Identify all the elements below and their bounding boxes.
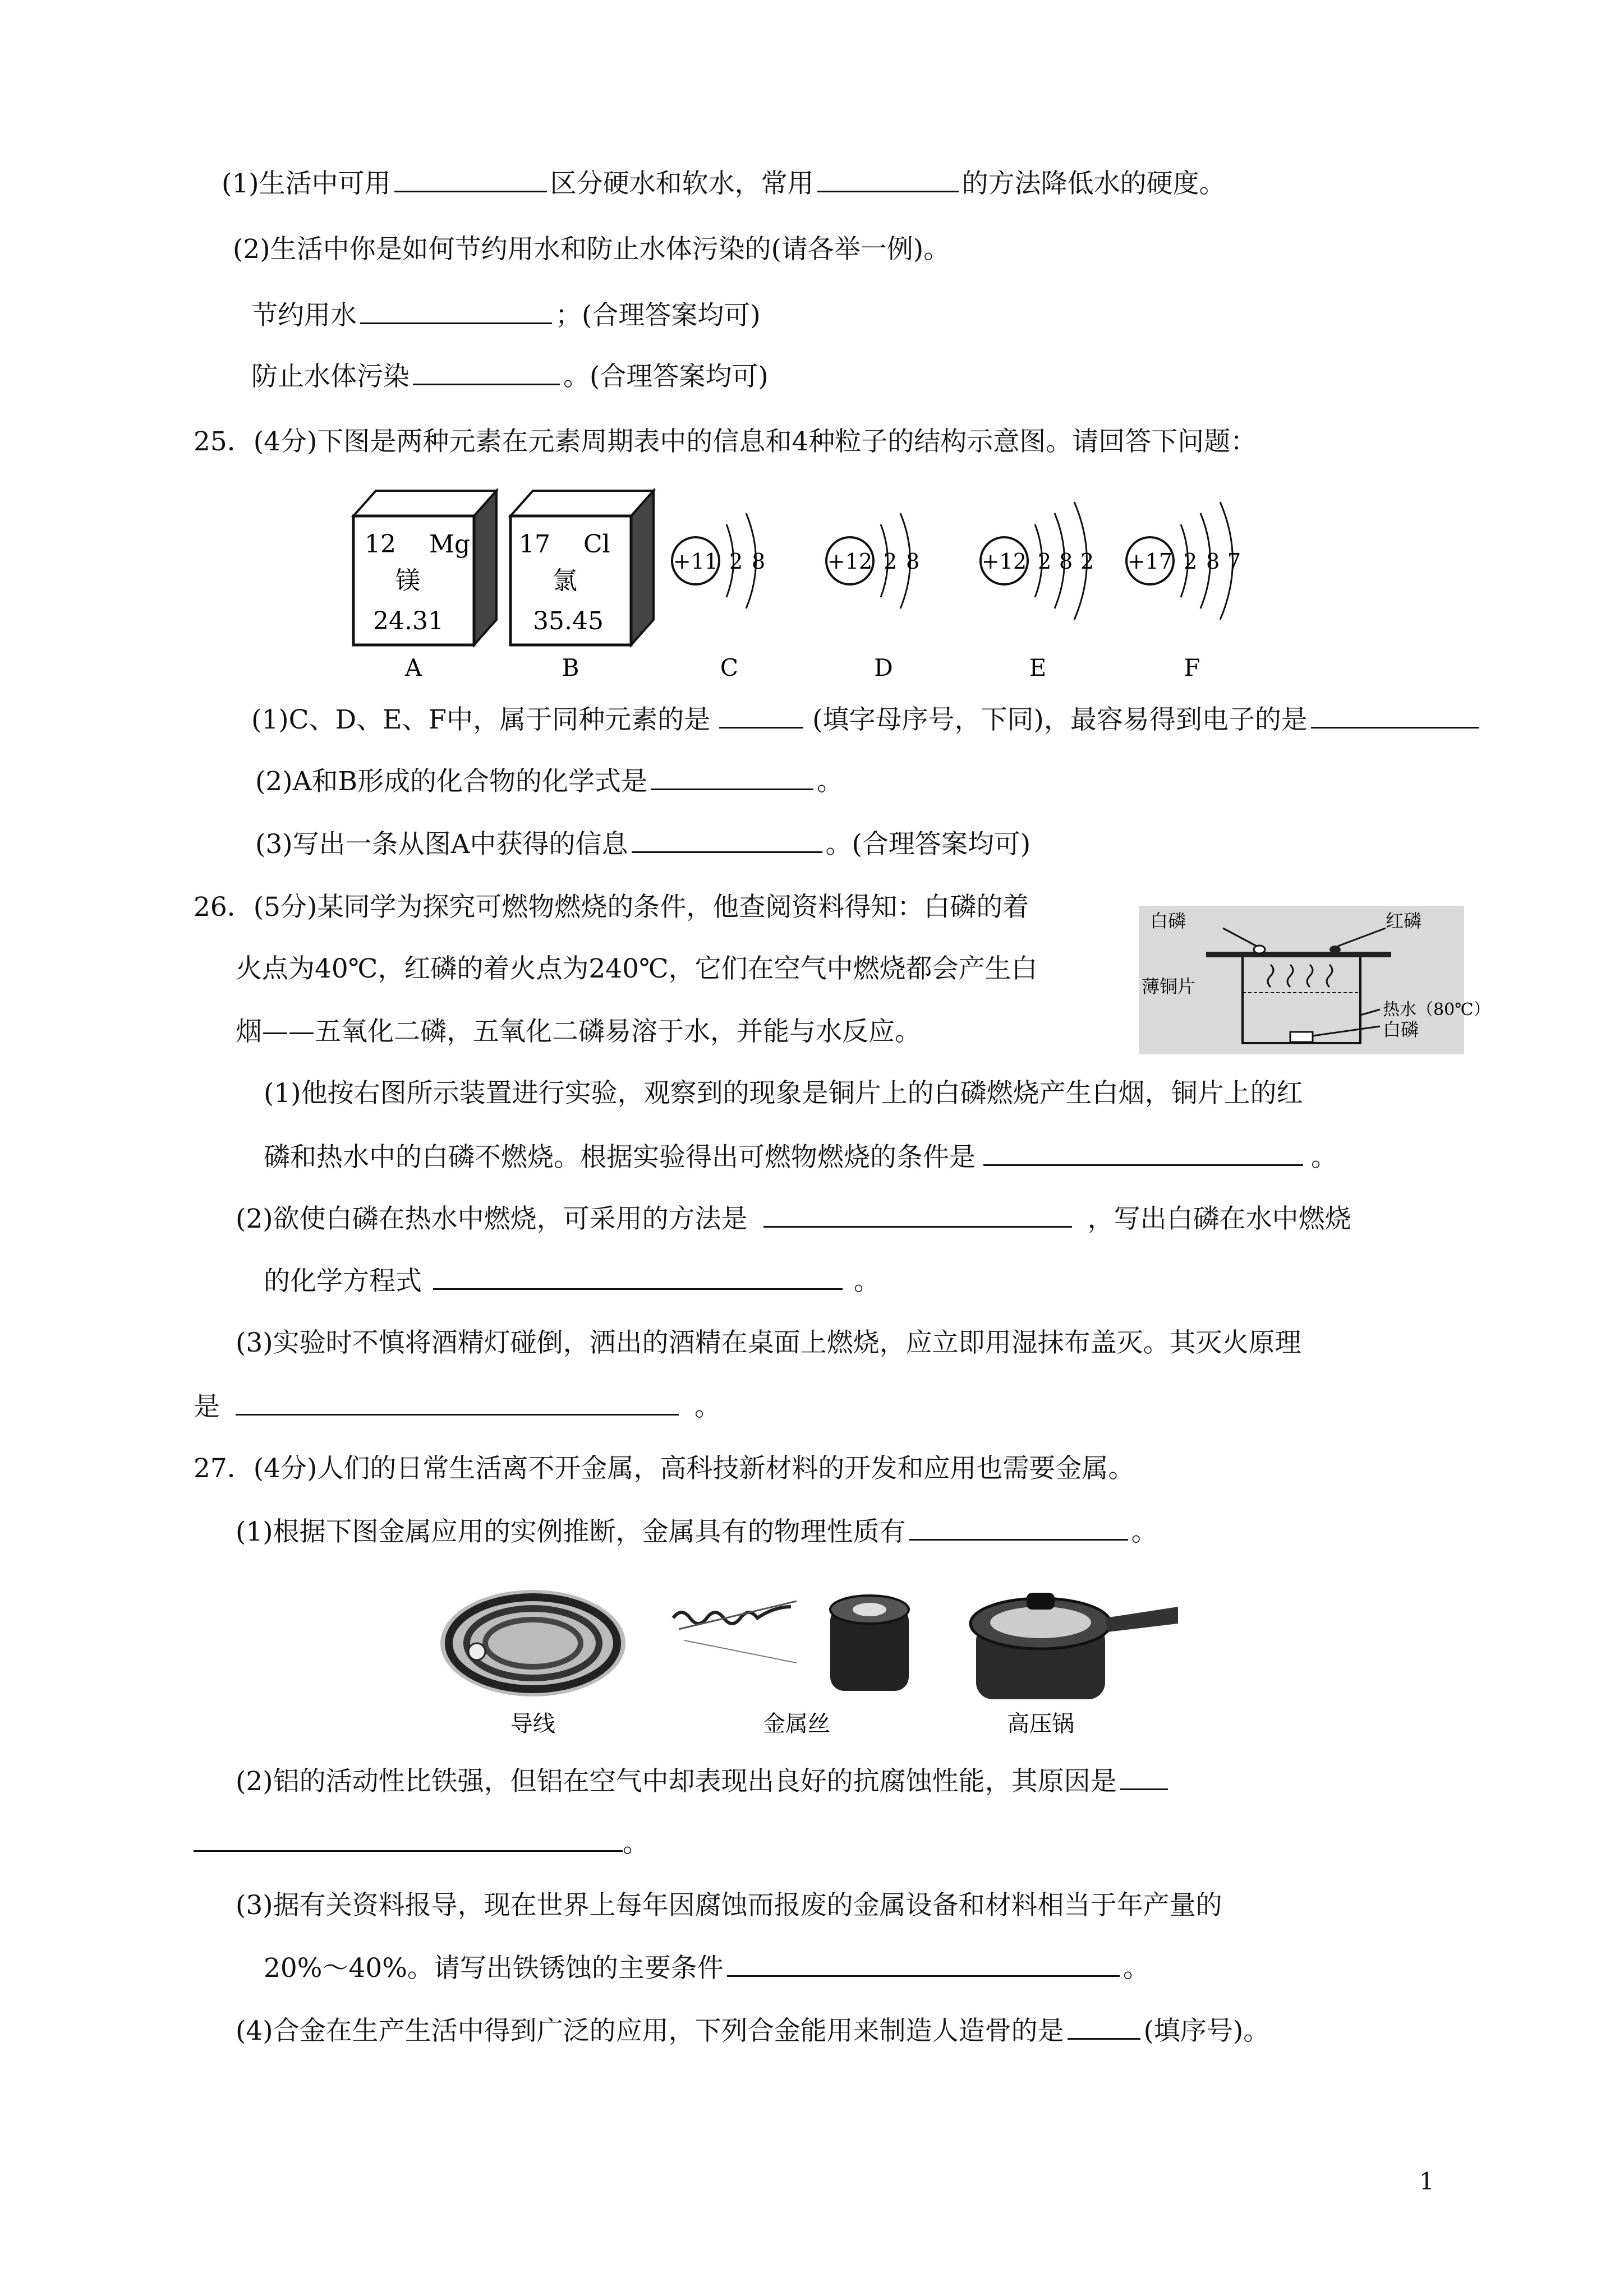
svg-text:2: 2 [1080, 549, 1094, 574]
atom-diagram-e [981, 502, 1094, 620]
answer-blank[interactable] [651, 764, 813, 790]
svg-text:7: 7 [1227, 549, 1241, 574]
q26-stem-line2: 火点为40℃，红磷的着火点为240℃，它们在空气中燃烧都会产生白 [236, 953, 1038, 984]
q25-stem: 25．(4分)下图是两种元素在元素周期表中的信息和4种粒子的结构示意图。请回答下问题： [194, 426, 1257, 457]
q26-apparatus-figure [1139, 906, 1490, 1054]
metal-wire-image [673, 1596, 909, 1691]
answer-blank[interactable] [433, 1264, 843, 1290]
q24-line4-text-a: 防止水体污染 [251, 361, 410, 392]
caption-pressure-cooker: 高压锅 [1007, 1711, 1074, 1737]
q27-sub2-line2: 。 [194, 1825, 649, 1860]
q24-line3-text-b: ；(合理答案均可) [555, 300, 761, 331]
q25-sub1: (1)C、D、E、F中，属于同种元素的是 (填字母序号，下同)，最容易得到电子的是 [251, 702, 1483, 737]
figure-label-e: E [1029, 654, 1047, 681]
svg-text:2: 2 [884, 549, 898, 574]
label-copper-sheet: 薄铜片 [1142, 976, 1196, 997]
svg-text:8: 8 [906, 549, 920, 574]
figure-label-b: B [562, 654, 579, 681]
answer-blank[interactable] [236, 1389, 679, 1416]
page-number: 1 [1419, 2168, 1434, 2195]
card-a-number: 12 [365, 530, 396, 559]
q25-figure [348, 482, 1290, 690]
q24-line4-text-b: 。(合理答案均可) [563, 361, 769, 392]
answer-blank[interactable] [763, 1201, 1072, 1228]
figure-label-c: C [720, 654, 739, 681]
q24-line1-text-b: 区分硬水和软水，常用 [550, 168, 814, 199]
answer-blank[interactable] [394, 166, 547, 192]
q24-line1-text-a: (1)生活中可用 [222, 168, 391, 199]
q27-stem: 27．(4分)人们的日常生活离不开金属，高科技新材料的开发和应用也需要金属。 [194, 1453, 1135, 1484]
svg-text:8: 8 [1206, 549, 1220, 574]
label-white-phosphorus-water: 白磷 [1383, 1019, 1419, 1040]
element-card-a [353, 491, 496, 645]
card-b-symbol: Cl [583, 530, 610, 559]
figure-label-f: F [1184, 654, 1200, 681]
caption-wire: 导线 [510, 1711, 555, 1737]
q26-stem-line3: 烟——五氧化二磷，五氧化二磷易溶于水，并能与水反应。 [236, 1016, 921, 1047]
answer-blank[interactable] [194, 1825, 623, 1852]
q24-line2: (2)生活中你是如何节约用水和防止水体污染的(请各举一例)。 [233, 234, 950, 265]
svg-text:+12: +12 [981, 549, 1027, 574]
card-b-number: 17 [519, 530, 550, 559]
answer-blank[interactable] [1120, 1764, 1168, 1790]
q27-metal-uses-figure [438, 1579, 1189, 1741]
card-a-mass: 24.31 [373, 607, 444, 635]
q26-sub3-line1: (3)实验时不慎将酒精灯碰倒，洒出的酒精在桌面上燃烧，应立即用湿抹布盖灭。其灭火原理 [236, 1327, 1301, 1358]
q24-line4 [251, 359, 769, 394]
answer-blank[interactable] [727, 1951, 1120, 1977]
card-a-symbol: Mg [429, 530, 471, 559]
q24-line1-text-c: 的方法降低水的硬度。 [961, 168, 1226, 199]
svg-text:8: 8 [752, 549, 766, 574]
svg-text:+12: +12 [827, 549, 873, 574]
q26-sub3-line2: 是 。 [194, 1389, 721, 1424]
svg-text:2: 2 [1038, 549, 1052, 574]
answer-blank[interactable] [909, 1514, 1128, 1541]
atom-diagram-c [672, 513, 765, 608]
q25-sub3: (3)写出一条从图A中获得的信息 。(合理答案均可) [255, 827, 1030, 861]
q26-sub2-line2: 的化学方程式 。 [264, 1264, 880, 1298]
label-white-phosphorus: 白磷 [1150, 910, 1186, 932]
q24-line3 [251, 298, 761, 333]
answer-blank[interactable] [983, 1140, 1303, 1166]
answer-blank[interactable] [719, 702, 803, 729]
answer-blank[interactable] [413, 359, 560, 385]
q27-sub2-line1: (2)铝的活动性比铁强，但铝在空气中却表现出良好的抗腐蚀性能，其原因是 [236, 1764, 1171, 1799]
wire-coil-image [440, 1590, 625, 1696]
figure-label-d: D [874, 654, 893, 681]
card-a-name: 镁 [395, 566, 420, 595]
q27-sub3-line1: (3)据有关资料报导，现在世界上每年因腐蚀而报废的金属设备和材料相当于年产量的 [236, 1890, 1222, 1921]
card-b-name: 氯 [553, 566, 577, 595]
atom-diagram-d [826, 513, 919, 608]
q26-stem-line1: 26．(5分)某同学为探究可燃物燃烧的条件，他查阅资料得知：白磷的着 [194, 892, 1029, 923]
q24-line3-text-a: 节约用水 [251, 300, 357, 331]
answer-blank[interactable] [1068, 2013, 1140, 2040]
q25-sub2: (2)A和B形成的化合物的化学式是 。 [255, 764, 843, 799]
card-b-mass: 35.45 [533, 607, 604, 635]
label-hot-water: 热水（80℃） [1383, 1000, 1490, 1020]
q27-sub3-line2: 20%～40%。请写出铁锈蚀的主要条件 。 [264, 1951, 1149, 1985]
q26-sub1-line2: 磷和热水中的白磷不燃烧。根据实验得出可燃物燃烧的条件是 。 [264, 1140, 1337, 1174]
svg-text:+11: +11 [673, 549, 719, 574]
svg-text:+17: +17 [1127, 549, 1173, 574]
q26-sub1-line1: (1)他按右图所示装置进行实验，观察到的现象是铜片上的白磷燃烧产生白烟，铜片上的红 [264, 1078, 1303, 1109]
caption-metal-wire: 金属丝 [763, 1711, 830, 1737]
q27-sub1: (1)根据下图金属应用的实例推断，金属具有的物理性质有 。 [236, 1514, 1158, 1549]
element-card-b [510, 491, 654, 645]
figure-label-a: A [404, 654, 422, 681]
svg-text:2: 2 [729, 549, 743, 574]
svg-text:2: 2 [1184, 549, 1198, 574]
answer-blank[interactable] [1311, 702, 1479, 729]
label-red-phosphorus: 红磷 [1386, 910, 1422, 932]
answer-blank[interactable] [360, 298, 552, 324]
answer-blank[interactable] [632, 827, 822, 853]
q24-line1 [222, 166, 1226, 201]
atom-diagram-f [1126, 502, 1241, 620]
pressure-cooker-image [970, 1593, 1178, 1699]
svg-text:8: 8 [1059, 549, 1073, 574]
answer-blank[interactable] [817, 166, 959, 192]
q26-sub2-line1: (2)欲使白磷在热水中燃烧，可采用的方法是 ，写出白磷在水中燃烧 [236, 1201, 1351, 1236]
q27-sub4: (4)合金在生产生活中得到广泛的应用，下列合金能用来制造人造骨的是 (填序号)。 [236, 2013, 1269, 2048]
